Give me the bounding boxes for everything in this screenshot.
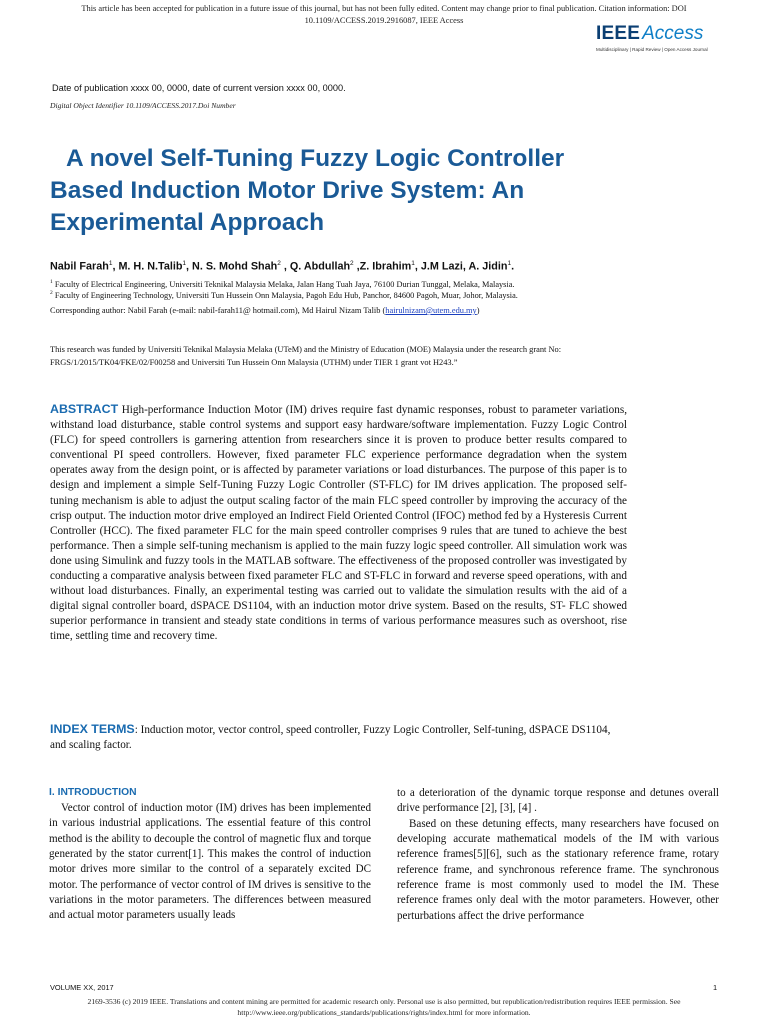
publication-date: Date of publication xxxx 00, 0000, date of current version xxxx 00, 0000. xyxy=(52,83,346,93)
author-separator: , xyxy=(280,260,290,273)
affiliation-1-mark: 1 xyxy=(50,279,53,285)
author-separator: , xyxy=(353,260,360,273)
author-affiliation-mark: 2 xyxy=(277,260,281,267)
title-line-1: A novel Self-Tuning Fuzzy Logic Controller xyxy=(66,145,565,172)
corresponding-author xyxy=(50,306,480,315)
corresponding-author-text: Corresponding author: Nabil Farah (e-mail: nabil-farah11@ hotmail.com), Md Hairul Nizam Talib ( xyxy=(50,306,386,315)
index-terms-block: INDEX TERMS: Induction motor, vector control, speed controller, Fuzzy Logic Controller, Self-tuning, dSPACE DS1104, and scaling factor. xyxy=(50,722,611,752)
author-name: J.M Lazi, A. Jidin xyxy=(420,260,508,273)
paper-title xyxy=(50,143,730,239)
affiliation-2-mark: 2 xyxy=(50,290,53,296)
author-affiliation-mark: 1 xyxy=(507,260,512,267)
copyright-line-2: http://www.ieee.org/publications_standards/publications/rights/index.html for more information. xyxy=(237,1008,531,1017)
logo-tagline: Multidisciplinary | Rapid Review | Open Access Journal xyxy=(596,47,708,52)
index-terms-heading: INDEX TERMS xyxy=(50,722,135,736)
corresponding-email-link[interactable]: hairulnizam@utem.edu.my xyxy=(385,306,477,315)
logo-access-text: Access xyxy=(642,23,704,44)
copyright-notice xyxy=(20,996,748,1018)
funding-statement xyxy=(50,343,720,369)
section-heading-introduction: I. INTRODUCTION xyxy=(49,787,137,798)
corresponding-close: ) xyxy=(476,306,480,315)
abstract-text: High-performance Induction Motor (IM) drives require fast dynamic responses, robust to parameter variations, withstand load disturbance, stable control systems and support easy hardware/software implementation. Fuzzy Logic Control (FLC) for speed controllers is garnering attention from researchers since it is proven to produce better results compared to conventional PI speed controllers. However, fixed parameter FLC experience performance degradation when the system operates away from the design point, or is affected by parameter variations or load disturbances. The purpose of this paper is to design and implement a simple Self-Tuning Fuzzy Logic Controller (ST-FLC) for IM drives application. The proposed self-tuning mechanism is able to adjust the output scaling factor of the main FLC speed controller by improving the accuracy of the crisp output. The induction motor drive employed an Indirect Field Oriented Control (IFOC) method fed by a Hysteresis Current Controller (HCC). The fixed parameter FLC for the main speed controller comprises 9 rules that are tuned to achieve the best performance. Then a simple self-tuning mechanism is applied to the main fuzzy logic speed controller. All simulation work was done using Simulink and fuzzy tools in the MATLAB software. The effectiveness of the proposed controller was investigated by conducting a comparative analysis between fixed parameter FLC and ST-FLC in forward and reverse speed operations, with and without load disturbances. Finally, an experimental testing was carried out to validate the simulation results with the aid of a digital signal controller board, dSPACE DS1104, with an induction motor drive system. Based on the results, ST- FLC showed superior performance in transient and steady state conditions in terms of various performance measures such as overshoot, rise time, settling time and recovery time. xyxy=(50,404,628,643)
intro-paragraph-2: Based on these detuning effects, many researchers have focused on developing accurate mathematical models of the IM with various reference frames[5][6], such as the stationary reference frame, rotary reference frame, and synchronous reference frame. The synchronous reference frame is most commonly used to model the IM. These reference frames only deal with the motor parameters. However, other perturbations affect the drive performance xyxy=(397,817,719,922)
affiliation-2-text: Faculty of Engineering Technology, Universiti Tun Hussein Onn Malaysia, Pagoh Edu Hub, Panchor, 84600 Pagoh, Muar, Johor, Malaysia. xyxy=(52,290,518,300)
volume-footer: VOLUME XX, 2017 xyxy=(50,983,114,992)
title-line-3: Experimental Approach xyxy=(50,209,325,236)
intro-paragraph-continued: to a deterioration of the dynamic torque response and detunes overall drive performance [2], [3], [4] . xyxy=(397,787,719,815)
doi-line: Digital Object Identifier 10.1109/ACCESS.2017.Doi Number xyxy=(50,101,236,110)
intro-paragraph-1: Vector control of induction motor (IM) drives has been implemented in various industrial applications. The essential feature of this control method is the ability to decouple the control of magnetic flux and torque generated by the stator current[1]. This makes the control of induction motor drives more similar to the control of a separately excited DC motor. The performance of vector control of IM drives is sensitive to the variations in the motor parameters. The differences between measured and actual motor parameters usually leads xyxy=(49,802,371,922)
title-line-2: Based Induction Motor Drive System: An xyxy=(50,177,525,204)
author-name: Nabil Farah xyxy=(50,260,109,273)
logo-ieee-text: IEEE xyxy=(596,23,641,44)
ieee-access-logo xyxy=(596,24,736,58)
journal-notice-line2: 10.1109/ACCESS.2019.2916087, IEEE Access xyxy=(304,16,464,25)
affiliation-2 xyxy=(50,288,518,301)
body-column-right xyxy=(397,786,719,924)
author-separator: . xyxy=(511,260,515,273)
author-list xyxy=(50,260,514,273)
copyright-line-1: 2169-3536 (c) 2019 IEEE. Translations and content mining are permitted for academic research only. Personal use is also permitted, but republication/redistribution requires IEEE permission. See xyxy=(87,997,681,1006)
author-affiliation-mark: 1 xyxy=(182,260,187,267)
funding-line-2: FRGS/1/2015/TK04/FKE/02/F00258 and Universiti Tun Hussein Onn Malaysia (UTHM) under TIER 1 grant vot H243.” xyxy=(50,358,458,367)
author-affiliation-mark: 1 xyxy=(108,260,113,267)
affiliation-1-text: Faculty of Electrical Engineering, Universiti Teknikal Malaysia Melaka, Jalan Hang Tuah Jaya, 76100 Durian Tunggal, Melaka, Malaysia. xyxy=(52,279,515,289)
page-number: 1 xyxy=(713,983,718,992)
author-separator: , xyxy=(414,260,421,273)
author-name: Q. Abdullah xyxy=(289,260,351,273)
author-name: Z. Ibrahim xyxy=(359,260,412,273)
abstract-block xyxy=(50,402,627,645)
author-separator: , xyxy=(112,260,119,273)
author-affiliation-mark: 2 xyxy=(350,260,354,267)
body-column-left xyxy=(49,786,371,924)
author-name: M. H. N.Talib xyxy=(118,260,183,273)
author-separator: , xyxy=(186,260,193,273)
author-affiliation-mark: 1 xyxy=(411,260,415,267)
index-terms-text: Induction motor, vector control, speed controller, Fuzzy Logic Controller, Self-tuning, dSPACE DS1104, and scaling factor. xyxy=(50,724,611,752)
journal-notice-line1: This article has been accepted for publication in a future issue of this journal, but has not been fully edited. Content may change prior to final publication. Citation information: DOI xyxy=(81,4,687,13)
funding-line-1: This research was funded by Universiti Teknikal Malaysia Melaka (UTeM) and the Ministry of Education (MOE) Malaysia under the research grant No: xyxy=(50,345,562,354)
abstract-heading: ABSTRACT xyxy=(50,402,119,416)
author-name: N. S. Mohd Shah xyxy=(192,260,278,273)
